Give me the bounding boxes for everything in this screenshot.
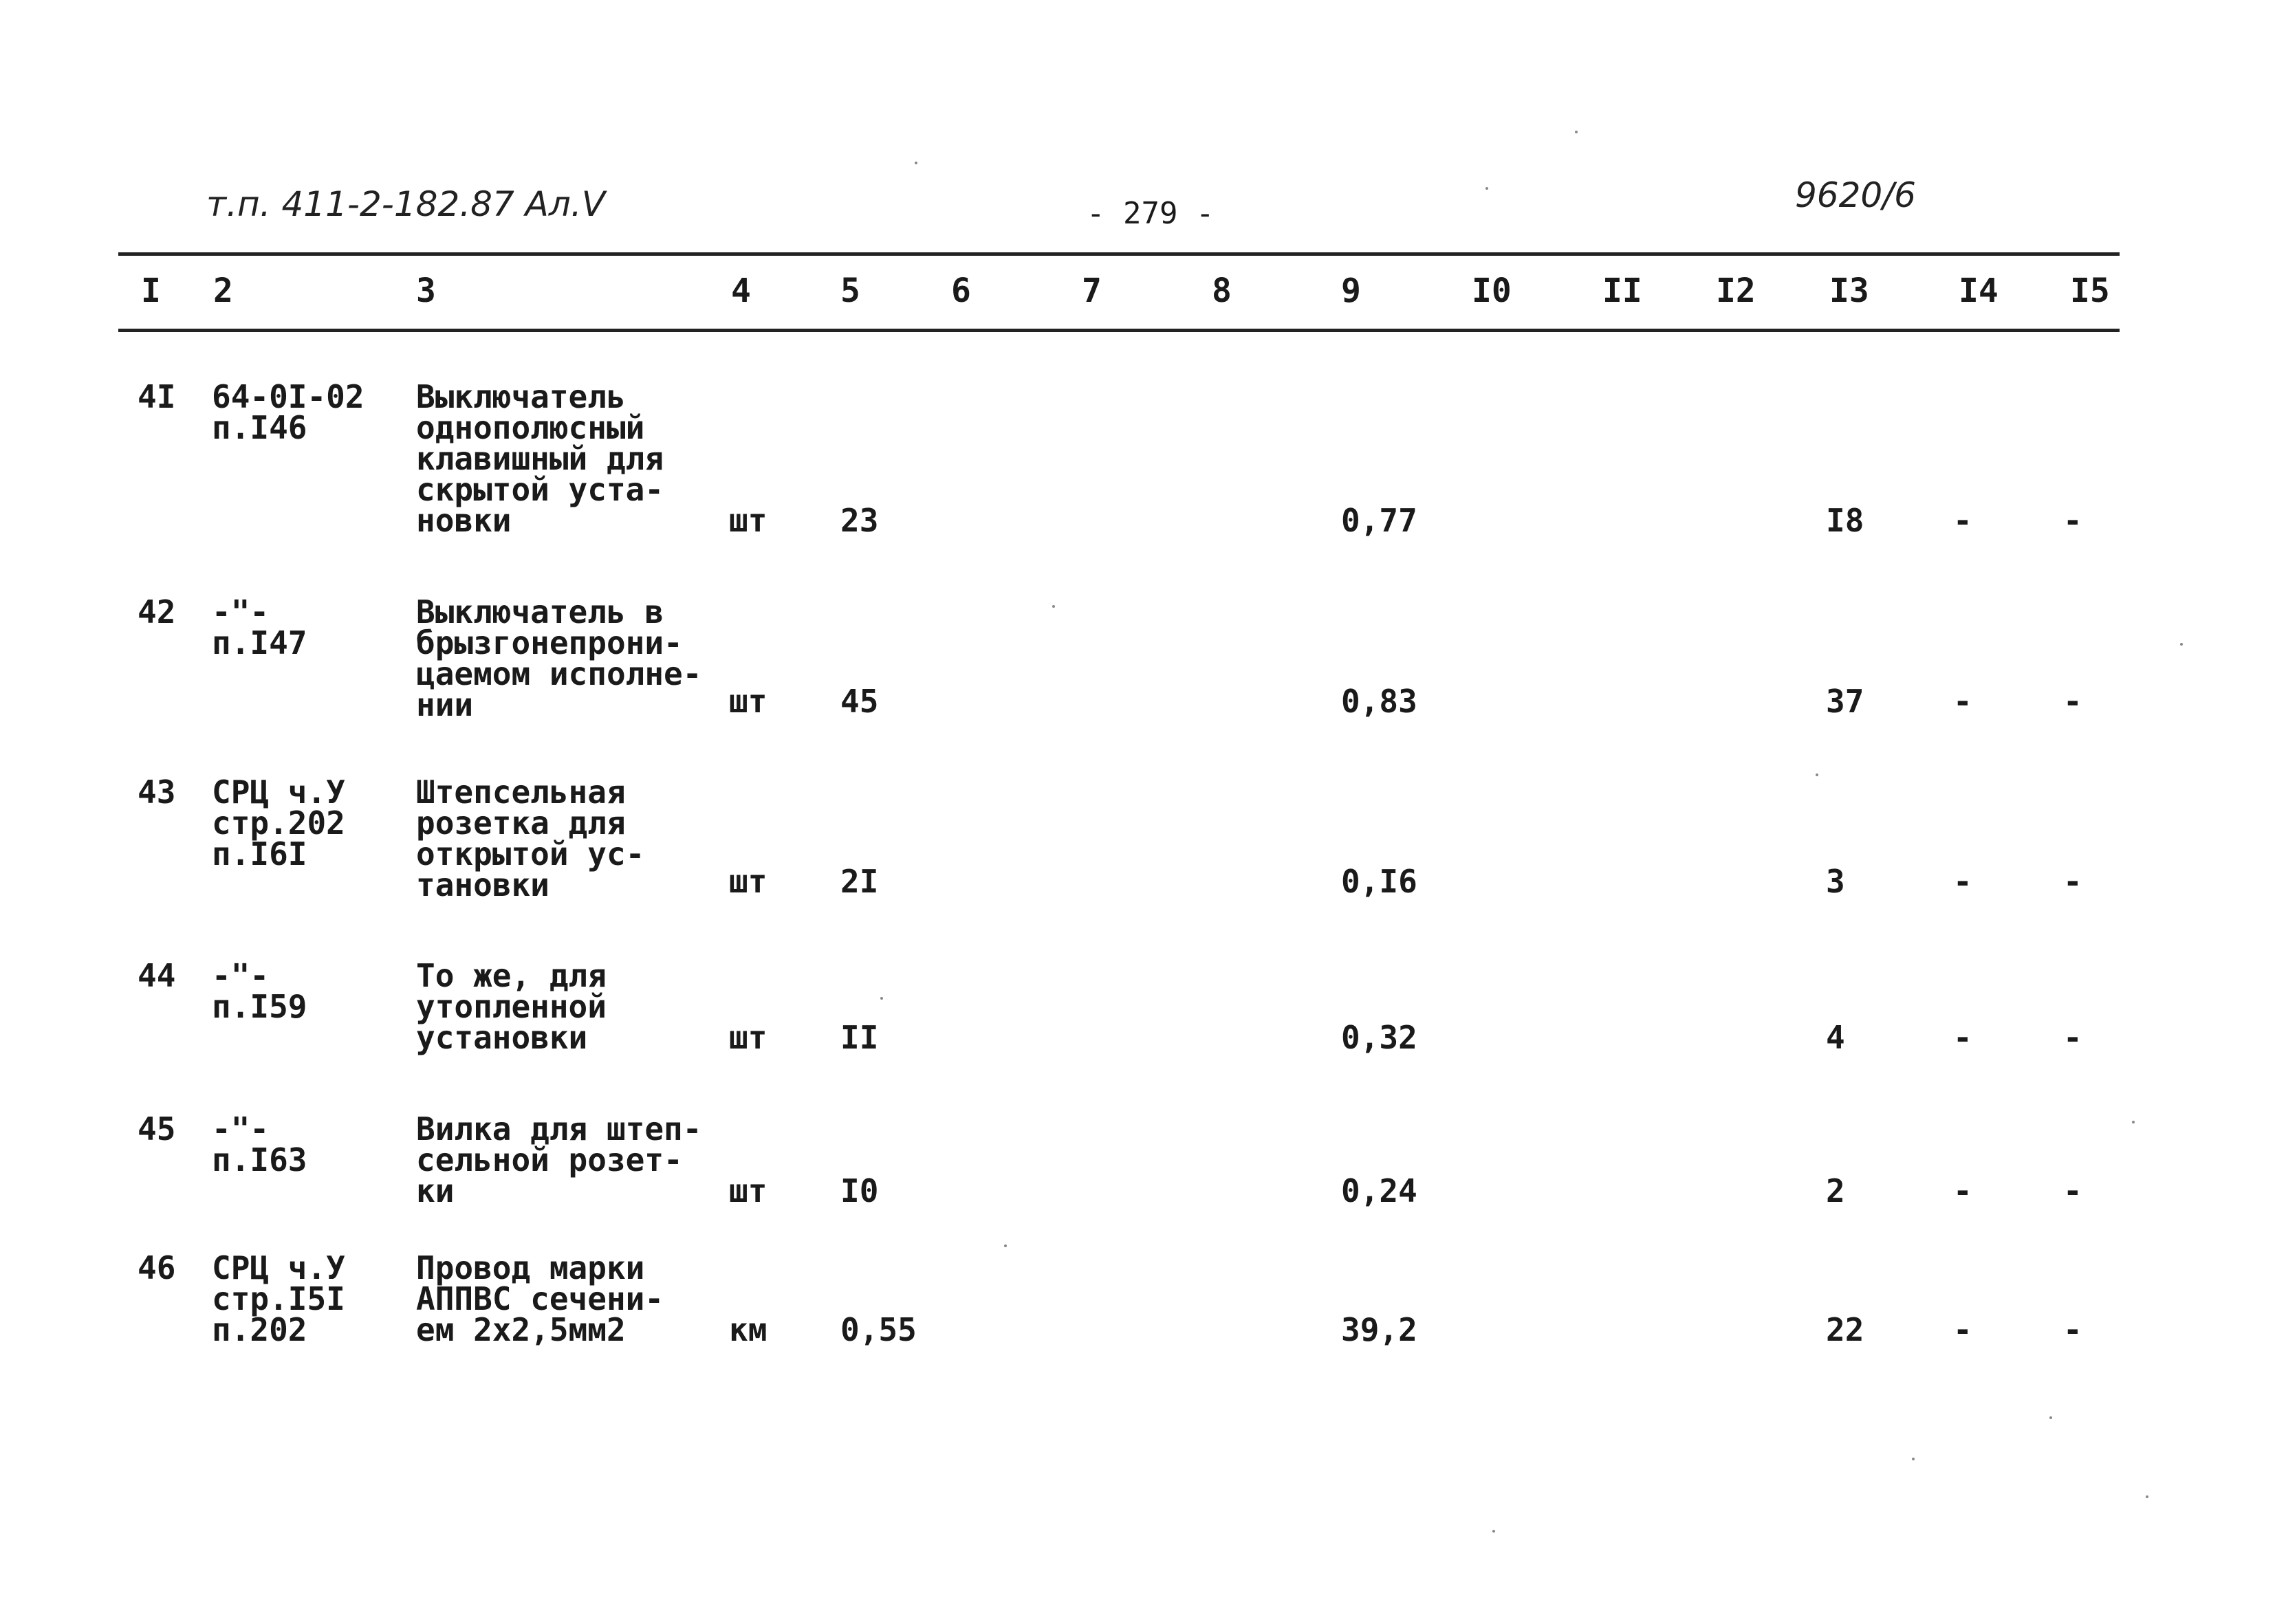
- reference-line: п.I63: [212, 1141, 307, 1178]
- column-header: II: [1602, 272, 1642, 310]
- column-header: I3: [1829, 272, 1869, 310]
- item-name-line: Вилка для штеп-: [416, 1110, 702, 1148]
- scan-speck: [880, 997, 883, 1000]
- item-name-line: Выключатель: [416, 378, 626, 415]
- reference-line: стр.I5I: [212, 1280, 345, 1317]
- column-15-cell: -: [2063, 502, 2082, 539]
- column-header: 4: [731, 272, 751, 310]
- item-name-cell: [416, 773, 645, 903]
- item-name-line: тановки: [416, 866, 549, 903]
- reference-line: п.I6I: [212, 835, 307, 873]
- document-code-handwritten: т.п. 411-2-182.87 Ал.V: [206, 184, 605, 224]
- column-header: 5: [840, 272, 860, 310]
- column-15-cell: -: [2063, 1311, 2082, 1348]
- column-15-cell: -: [2063, 863, 2082, 900]
- column-header: 8: [1212, 272, 1232, 310]
- scan-speck: [1492, 1530, 1495, 1533]
- quantity-cell: II: [840, 1019, 879, 1056]
- sheet-number-handwritten: 9620/6: [1795, 175, 1916, 215]
- scan-speck: [915, 162, 917, 164]
- row-number: 44: [138, 957, 176, 994]
- reference-cell: [212, 957, 307, 1025]
- column-header: 7: [1082, 272, 1102, 310]
- column-14-cell: -: [1953, 1019, 1972, 1056]
- unit-cell: шт: [729, 502, 768, 539]
- column-9-cell: 0,32: [1341, 1019, 1417, 1056]
- column-header: I: [141, 272, 161, 310]
- column-14-cell: -: [1953, 1172, 1972, 1209]
- item-name-cell: [416, 957, 607, 1056]
- quantity-cell: 23: [840, 502, 879, 539]
- item-name-line: утопленной: [416, 988, 607, 1025]
- column-header: I5: [2070, 272, 2110, 310]
- unit-cell: км: [729, 1311, 768, 1348]
- unit-cell: шт: [729, 1019, 768, 1056]
- reference-line: п.I59: [212, 988, 307, 1025]
- column-header: I4: [1959, 272, 1999, 310]
- reference-line: -"-: [212, 593, 270, 630]
- quantity-cell: 2I: [840, 863, 879, 900]
- reference-cell: [212, 378, 364, 446]
- item-name-line: однополюсный: [416, 409, 645, 446]
- reference-line: п.202: [212, 1311, 307, 1348]
- scan-speck: [1004, 1244, 1007, 1247]
- column-header: 2: [213, 272, 233, 310]
- unit-cell: шт: [729, 1172, 768, 1209]
- reference-line: п.I46: [212, 409, 307, 446]
- scan-speck: [1485, 187, 1488, 190]
- scan-speck: [1816, 773, 1818, 776]
- column-15-cell: -: [2063, 683, 2082, 720]
- unit-cell: шт: [729, 863, 768, 900]
- row-number: 45: [138, 1110, 176, 1148]
- unit-cell: шт: [729, 683, 768, 720]
- reference-line: п.I47: [212, 624, 307, 661]
- quantity-cell: 45: [840, 683, 879, 720]
- column-13-cell: 3: [1826, 863, 1845, 900]
- reference-cell: [212, 593, 307, 661]
- column-header: 6: [951, 272, 971, 310]
- item-name-cell: [416, 1110, 702, 1209]
- row-number: 42: [138, 593, 176, 630]
- scan-speck: [1575, 131, 1578, 133]
- item-name-line: АППВС сечени-: [416, 1280, 664, 1317]
- reference-line: -"-: [212, 1110, 270, 1148]
- scan-speck: [2146, 1495, 2148, 1498]
- column-14-cell: -: [1953, 1311, 1972, 1348]
- column-13-cell: 2: [1826, 1172, 1845, 1209]
- column-13-cell: 22: [1826, 1311, 1864, 1348]
- column-9-cell: 0,77: [1341, 502, 1417, 539]
- row-number: 43: [138, 773, 176, 811]
- item-name-line: ки: [416, 1172, 455, 1209]
- quantity-cell: I0: [840, 1172, 879, 1209]
- item-name-line: розетка для: [416, 804, 626, 842]
- item-name-line: установки: [416, 1019, 588, 1056]
- quantity-cell: 0,55: [840, 1311, 917, 1348]
- column-header: 9: [1341, 272, 1361, 310]
- reference-cell: [212, 1249, 345, 1348]
- item-name-line: открытой ус-: [416, 835, 645, 873]
- scan-speck: [1052, 605, 1055, 608]
- reference-cell: [212, 773, 345, 873]
- column-14-cell: -: [1953, 863, 1972, 900]
- item-name-line: сельной розет-: [416, 1141, 683, 1178]
- item-name-line: скрытой уста-: [416, 471, 664, 508]
- column-13-cell: 37: [1826, 683, 1864, 720]
- scan-speck: [2132, 1121, 2135, 1123]
- column-9-cell: 0,I6: [1341, 863, 1417, 900]
- item-name-line: Выключатель в: [416, 593, 664, 630]
- column-header: I2: [1716, 272, 1756, 310]
- column-15-cell: -: [2063, 1019, 2082, 1056]
- column-header: 3: [416, 272, 436, 310]
- item-name-line: Провод марки: [416, 1249, 645, 1286]
- reference-line: СРЦ ч.У: [212, 773, 345, 811]
- column-14-cell: -: [1953, 502, 1972, 539]
- item-name-line: цаемом исполне-: [416, 655, 702, 692]
- item-name-line: ем 2х2,5мм2: [416, 1311, 626, 1348]
- row-number: 46: [138, 1249, 176, 1286]
- item-name-line: Штепсельная: [416, 773, 626, 811]
- reference-line: стр.202: [212, 804, 345, 842]
- table-header-rule: [118, 329, 2120, 332]
- reference-cell: [212, 1110, 307, 1178]
- table-top-rule: [118, 252, 2120, 256]
- item-name-line: клавишный для: [416, 440, 664, 477]
- item-name-cell: [416, 1249, 664, 1348]
- column-13-cell: 4: [1826, 1019, 1845, 1056]
- item-name-line: То же, для: [416, 957, 607, 994]
- column-14-cell: -: [1953, 683, 1972, 720]
- reference-line: СРЦ ч.У: [212, 1249, 345, 1286]
- row-number: 4I: [138, 378, 176, 415]
- column-13-cell: I8: [1826, 502, 1864, 539]
- item-name-cell: [416, 593, 702, 723]
- item-name-cell: [416, 378, 664, 539]
- reference-line: -"-: [212, 957, 270, 994]
- page-number: - 279 -: [1087, 196, 1215, 231]
- item-name-line: нии: [416, 686, 474, 723]
- column-15-cell: -: [2063, 1172, 2082, 1209]
- scan-speck: [2180, 643, 2183, 646]
- scan-speck: [2049, 1416, 2052, 1419]
- column-9-cell: 0,83: [1341, 683, 1417, 720]
- scan-speck: [1912, 1458, 1915, 1460]
- item-name-line: брызгонепрони-: [416, 624, 683, 661]
- item-name-line: новки: [416, 502, 512, 539]
- reference-line: 64-0I-02: [212, 378, 364, 415]
- column-9-cell: 0,24: [1341, 1172, 1417, 1209]
- column-9-cell: 39,2: [1341, 1311, 1417, 1348]
- column-header: I0: [1472, 272, 1512, 310]
